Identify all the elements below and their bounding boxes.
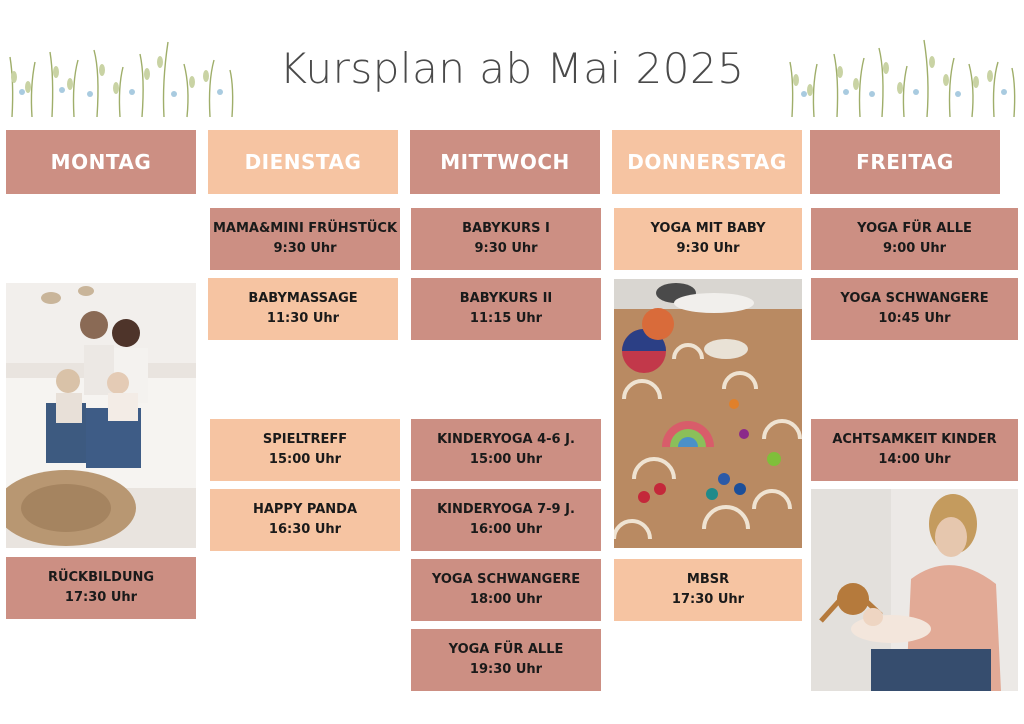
class-name: HAPPY PANDA <box>252 502 358 517</box>
class-dienstag-4 <box>210 489 400 551</box>
class-name: RÜCKBILDUNG <box>47 570 155 585</box>
class-time: 14:00 Uhr <box>878 452 951 467</box>
class-mittwoch-1 <box>411 208 601 270</box>
class-dienstag-1 <box>210 208 400 270</box>
class-name: KINDERYOGA 4-6 J. <box>437 432 575 447</box>
page-title: Kursplan ab Mai 2025 <box>279 44 745 93</box>
class-time: 15:00 Uhr <box>268 452 342 467</box>
class-name: SPIELTREFF <box>262 432 348 447</box>
class-montag-1 <box>6 557 196 619</box>
class-time: 10:45 Uhr <box>878 311 951 326</box>
class-time: 9:00 Uhr <box>882 241 947 256</box>
class-time: 9:30 Uhr <box>676 241 740 256</box>
class-time: 11:15 Uhr <box>469 311 543 326</box>
class-mittwoch-6 <box>411 629 601 691</box>
class-mittwoch-2 <box>411 278 601 340</box>
class-time: 19:30 Uhr <box>469 662 543 677</box>
class-name: ACHTSAMKEIT KINDER <box>832 432 997 447</box>
class-freitag-1 <box>811 208 1018 270</box>
class-freitag-3 <box>811 419 1018 481</box>
class-name: MAMA&MINI FRÜHSTÜCK <box>212 221 398 236</box>
class-freitag-2 <box>811 278 1018 340</box>
class-donnerstag-1 <box>614 208 802 270</box>
class-dienstag-3 <box>210 419 400 481</box>
class-mittwoch-4 <box>411 489 601 551</box>
class-name: MBSR <box>686 572 730 587</box>
class-name: YOGA SCHWANGERE <box>840 291 989 306</box>
class-time: 9:30 Uhr <box>273 241 337 256</box>
class-name: YOGA MIT BABY <box>650 221 766 236</box>
class-time: 18:00 Uhr <box>469 592 543 607</box>
class-time: 17:30 Uhr <box>64 590 138 605</box>
class-donnerstag-2 <box>614 559 802 621</box>
family-photo <box>6 283 196 548</box>
class-time: 15:00 Uhr <box>469 452 543 467</box>
class-name: BABYKURS I <box>462 221 550 236</box>
class-mittwoch-3 <box>411 419 601 481</box>
class-time: 9:30 Uhr <box>474 241 538 256</box>
class-name: KINDERYOGA 7-9 J. <box>437 502 575 517</box>
day-header-mittwoch: MITTWOCH <box>410 130 600 194</box>
day-header-montag: MONTAG <box>6 130 196 194</box>
class-time: 16:30 Uhr <box>268 522 342 537</box>
class-name: YOGA FÜR ALLE <box>857 221 972 236</box>
class-mittwoch-5 <box>411 559 601 621</box>
day-header-dienstag: DIENSTAG <box>208 130 398 194</box>
class-time: 11:30 Uhr <box>266 311 340 326</box>
day-header-freitag: FREITAG <box>810 130 1000 194</box>
toys-photo <box>614 279 802 548</box>
class-name: YOGA FÜR ALLE <box>448 642 564 657</box>
class-name: YOGA SCHWANGERE <box>431 572 581 587</box>
woman-doll-photo <box>811 489 1018 691</box>
class-name: BABYKURS II <box>459 291 553 306</box>
class-time: 16:00 Uhr <box>469 522 543 537</box>
class-dienstag-2 <box>208 278 398 340</box>
day-header-donnerstag: DONNERSTAG <box>612 130 802 194</box>
class-time: 17:30 Uhr <box>671 592 745 607</box>
class-name: BABYMASSAGE <box>248 291 358 306</box>
